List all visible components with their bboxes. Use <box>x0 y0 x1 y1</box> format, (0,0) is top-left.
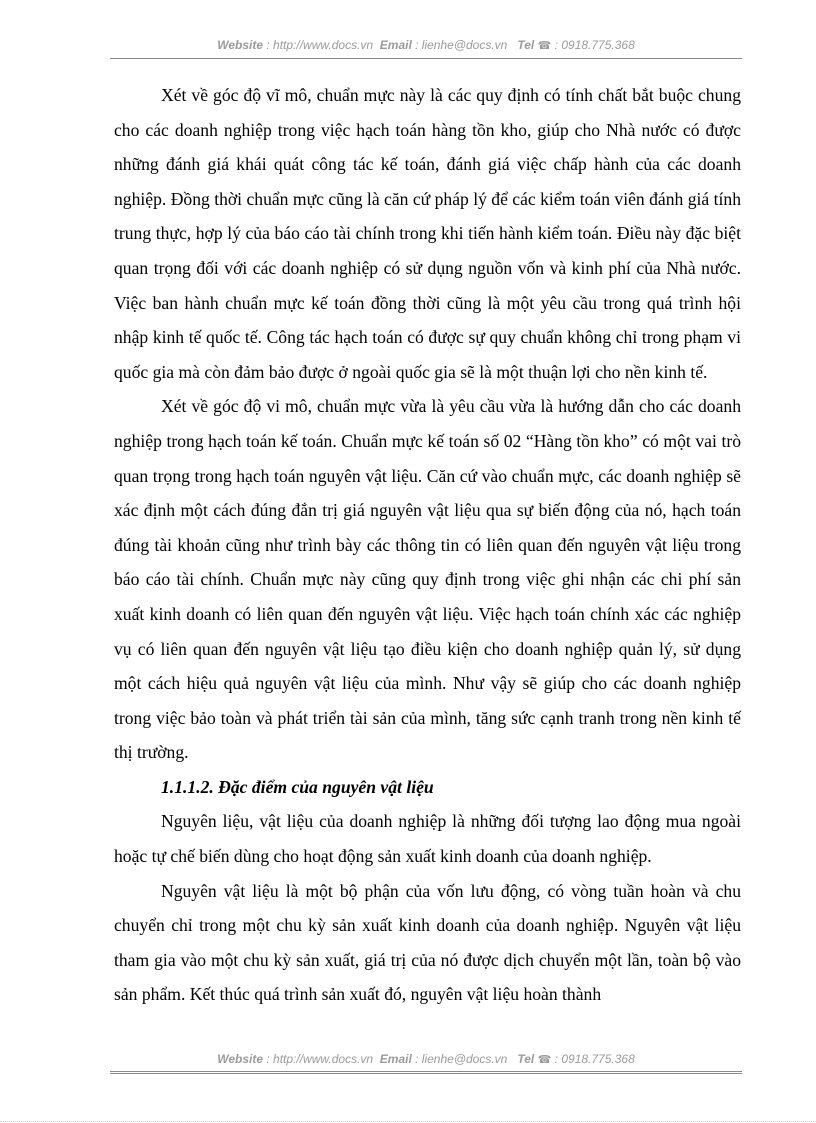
paragraph-macro: Xét về góc độ vĩ mô, chuẩn mực này là các quy định có tính chất bắt buộc chung cho các doanh nghiệp trong việc hạch toán hàng tồn kho, giúp cho Nhà nước có được những đánh giá khái quát công tác kế toán, đánh giá việc chấp hành của các doanh nghiệp. Đồng thời chuẩn mực cũng là căn cứ pháp lý để các kiểm toán viên đánh giá tính trung thực, hợp lý của báo cáo tài chính trong khi tiến hành kiểm toán. Điều này đặc biệt quan trọng đối với các doanh nghiệp có sử dụng nguồn vốn và kinh phí của Nhà nước. Việc ban hành chuẩn mực kế toán đồng thời cũng là một yêu cầu trong quá trình hội nhập kinh tế quốc tế. Công tác hạch toán có được sự quy chuẩn không chỉ trong phạm vi quốc gia mà còn đảm bảo được ở ngoài quốc gia sẽ là một thuận lợi cho nền kinh tế. <box>114 85 741 382</box>
header-email-label: Email <box>379 38 412 52</box>
page-footer <box>110 1052 742 1066</box>
footer-website-label: Website <box>217 1052 264 1066</box>
footer-tel-label: Tel <box>517 1052 535 1066</box>
header-email-value[interactable]: : lienhe@docs.vn <box>415 38 508 52</box>
page-header <box>110 38 742 52</box>
paragraph-characteristics: Nguyên vật liệu là một bộ phận của vốn lưu động, có vòng tuần hoàn và chu chuyển chỉ trong một chu kỳ sản xuất kinh doanh của doanh nghiệp. Nguyên vật liệu tham gia vào một chu kỳ sản xuất, giá trị của nó được dịch chuyển một lần, toàn bộ vào sản phẩm. Kết thúc quá trình sản xuất đó, nguyên vật liệu hoàn thành <box>114 880 741 1005</box>
document-body <box>114 78 741 1012</box>
header-rule <box>110 58 742 59</box>
footer-tel-value: : 0918.775.368 <box>554 1052 635 1066</box>
footer-email-label: Email <box>379 1052 412 1066</box>
header-website-label: Website <box>217 38 264 52</box>
header-tel-value: : 0918.775.368 <box>554 38 635 52</box>
section-heading: 1.1.1.2. Đặc điểm của nguyên vật liệu <box>161 776 434 797</box>
header-tel-label: Tel <box>517 38 535 52</box>
phone-icon: ☎ <box>537 40 552 52</box>
paragraph-definition: Nguyên liệu, vật liệu của doanh nghiệp là những đối tượng lao động mua ngoài hoặc tự chế biến dùng cho hoạt động sản xuất kinh doanh của doanh nghiệp. <box>114 811 741 867</box>
footer-rule <box>110 1071 742 1074</box>
paragraph-micro: Xét về góc độ vi mô, chuẩn mực vừa là yêu cầu vừa là hướng dẫn cho các doanh nghiệp trong hạch toán kế toán. Chuẩn mực kế toán số 02 “Hàng tồn kho” có một vai trò quan trọng trong hạch toán nguyên vật liệu. Căn cứ vào chuẩn mực, các doanh nghiệp sẽ xác định một cách đúng đắn trị giá nguyên vật liệu qua sự biến động của nó, hạch toán đúng tài khoản cũng như trình bày các thông tin có liên quan đến nguyên vật liệu trong báo cáo tài chính. Chuẩn mực này cũng quy định trong việc ghi nhận các chi phí sản xuất kinh doanh có liên quan đến nguyên vật liệu. Việc hạch toán chính xác các nghiệp vụ có liên quan đến nguyên vật liệu tạo điều kiện cho doanh nghiệp quản lý, sử dụng một cách hiệu quả nguyên vật liệu của mình. Như vậy sẽ giúp cho các doanh nghiệp trong việc bảo toàn và phát triển tài sản của mình, tăng sức cạnh tranh trong nền kinh tế thị trường. <box>114 396 741 763</box>
page-edge <box>0 1121 816 1122</box>
footer-website-value[interactable]: : http://www.docs.vn <box>266 1052 374 1066</box>
footer-email-value[interactable]: : lienhe@docs.vn <box>415 1052 508 1066</box>
header-website-value[interactable]: : http://www.docs.vn <box>266 38 374 52</box>
phone-icon: ☎ <box>537 1054 552 1066</box>
